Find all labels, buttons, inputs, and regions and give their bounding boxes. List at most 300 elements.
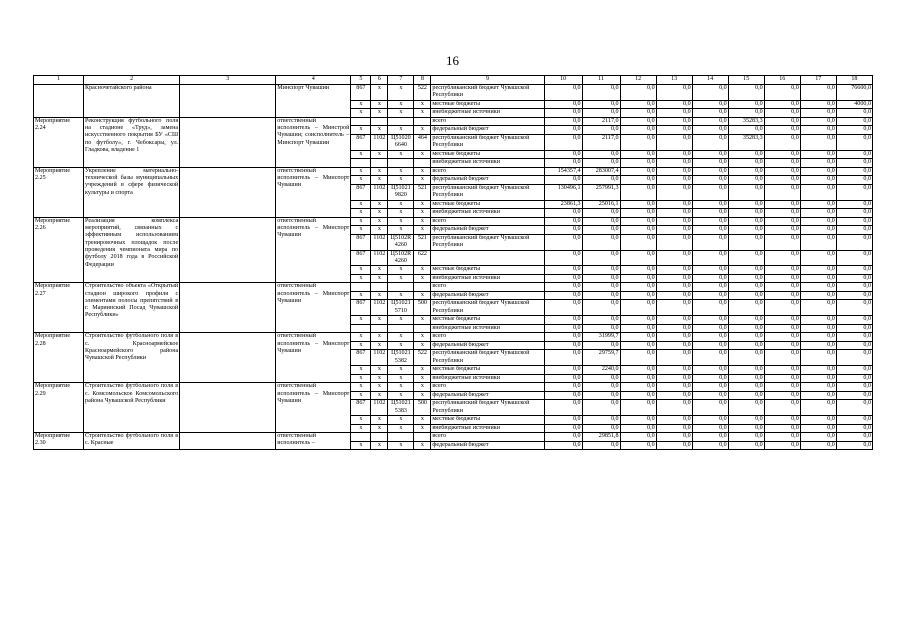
amount-cell: 0,0 [656,250,692,266]
amount-cell: 0,0 [692,291,728,300]
amount-cell: 0,0 [800,441,836,450]
expense-type-cell: x [414,374,431,383]
funding-source-cell: федеральный бюджет [431,291,544,300]
amount-cell: 0,0 [800,283,836,292]
event-number-cell: Мероприятие 2.29 [34,383,84,433]
amount-cell: 0,0 [544,274,582,283]
expense-type-cell: 622 [414,250,431,266]
amount-cell: 0,0 [544,341,582,350]
amount-cell: 0,0 [764,217,800,226]
header-row [34,76,873,85]
funding-source-cell: внебюджетные источники [431,209,544,218]
amount-cell: 0,0 [836,266,872,275]
grbs-code-cell: 867 [351,184,371,200]
amount-cell: 0,0 [656,100,692,109]
amount-cell: 0,0 [836,416,872,425]
target-code-cell: x [388,200,414,209]
amount-cell: 0,0 [800,100,836,109]
amount-cell: 0,0 [728,217,764,226]
target-code-cell: x [388,167,414,176]
amount-cell: 0,0 [800,291,836,300]
amount-cell: 0,0 [582,150,620,159]
amount-cell: 0,0 [692,383,728,392]
amount-cell: 0,0 [800,266,836,275]
amount-cell: 0,0 [800,126,836,135]
amount-cell: 0,0 [764,109,800,118]
amount-cell: 0,0 [728,424,764,433]
amount-cell: 0,0 [836,366,872,375]
target-code-cell: x [388,374,414,383]
responsible-cell: ответственный исполнитель – Минспорт Чувашии [276,217,351,283]
amount-cell: 0,0 [692,100,728,109]
amount-cell: 0,0 [764,234,800,250]
amount-cell: 2117,0 [582,134,620,150]
amount-cell: 0,0 [620,184,656,200]
amount-cell: 0,0 [620,266,656,275]
amount-cell: 0,0 [728,400,764,416]
grbs-code-cell: x [351,374,371,383]
amount-cell: 0,0 [764,117,800,126]
amount-cell: 0,0 [764,209,800,218]
grbs-code-cell [351,159,371,168]
amount-cell: 0,0 [836,333,872,342]
expense-type-cell: 464 [414,134,431,150]
amount-cell: 0,0 [692,117,728,126]
amount-cell: 0,0 [656,366,692,375]
amount-cell: 0,0 [836,109,872,118]
amount-cell: 0,0 [800,117,836,126]
section-code-cell: x [371,416,388,425]
amount-cell: 0,0 [800,109,836,118]
table-row [34,333,873,342]
header-cell: 11 [582,76,620,85]
amount-cell: 0,0 [656,117,692,126]
amount-cell: 0,0 [692,85,728,101]
event-title-cell: Строительство объекта «Открытый стадион широкого профиля с элементами полосы препятствий в г. Мариинский Посад Чувашской Республики» [84,283,180,333]
target-code-cell: x [388,274,414,283]
amount-cell: 0,0 [692,424,728,433]
amount-cell: 0,0 [764,134,800,150]
amount-cell: 0,0 [656,300,692,316]
amount-cell: 0,0 [544,441,582,450]
expense-type-cell: x [414,441,431,450]
section-code-cell: x [371,266,388,275]
amount-cell: 25016,1 [582,200,620,209]
section-code-cell: x [371,150,388,159]
amount-cell: 0,0 [656,266,692,275]
amount-cell: 0,0 [692,300,728,316]
amount-cell: 0,0 [836,391,872,400]
funding-source-cell: всего [431,333,544,342]
amount-cell: 0,0 [620,350,656,366]
amount-cell: 0,0 [728,341,764,350]
grbs-code-cell: 867 [351,300,371,316]
amount-cell: 0,0 [582,391,620,400]
expense-type-cell: x [414,100,431,109]
section-code-cell [371,324,388,333]
amount-cell: 0,0 [800,383,836,392]
expense-type-cell: x [414,333,431,342]
grbs-code-cell: x [351,217,371,226]
section-code-cell: x [371,424,388,433]
amount-cell: 0,0 [764,374,800,383]
grbs-code-cell: x [351,274,371,283]
amount-cell: 0,0 [620,274,656,283]
amount-cell: 0,0 [800,391,836,400]
amount-cell: 0,0 [836,324,872,333]
amount-cell: 0,0 [764,150,800,159]
grbs-code-cell: x [351,441,371,450]
target-code-cell [388,324,414,333]
amount-cell: 0,0 [656,209,692,218]
amount-cell: 0,0 [836,234,872,250]
event-title-cell: Строительство футбольного поля в с. Красноармейское Красноармейского района Чувашской Республики [84,333,180,383]
amount-cell: 0,0 [656,150,692,159]
target-code-cell: x [388,176,414,185]
expense-type-cell [414,283,431,292]
amount-cell: 0,0 [656,416,692,425]
funding-source-cell: федеральный бюджет [431,341,544,350]
amount-cell: 0,0 [728,333,764,342]
amount-cell: 0,0 [656,374,692,383]
responsible-cell: ответственный исполнитель – Минстрой Чувашии; соисполнитель – Минспорт Чувашии [276,117,351,167]
expense-type-cell: x [414,226,431,235]
expense-type-cell: x [414,126,431,135]
expense-type-cell: 521 [414,234,431,250]
budget-table [33,75,873,450]
amount-cell: 0,0 [582,324,620,333]
column-3-cell [180,217,276,283]
section-code-cell [371,433,388,442]
table-row [34,117,873,126]
section-code-cell: x [371,217,388,226]
amount-cell: 0,0 [692,274,728,283]
amount-cell: 0,0 [728,391,764,400]
amount-cell: 0,0 [582,374,620,383]
amount-cell: 0,0 [656,217,692,226]
column-3-cell [180,433,276,450]
amount-cell: 0,0 [728,300,764,316]
amount-cell: 0,0 [544,433,582,442]
header-cell: 16 [764,76,800,85]
amount-cell: 0,0 [620,159,656,168]
amount-cell: 0,0 [836,167,872,176]
amount-cell: 0,0 [764,400,800,416]
section-code-cell: 1102 [371,134,388,150]
amount-cell: 0,0 [544,333,582,342]
target-code-cell: x [388,441,414,450]
amount-cell: 0,0 [656,350,692,366]
section-code-cell: x [371,200,388,209]
amount-cell: 0,0 [800,234,836,250]
amount-cell: 0,0 [544,400,582,416]
amount-cell: 0,0 [728,167,764,176]
amount-cell: 0,0 [728,109,764,118]
amount-cell: 0,0 [620,167,656,176]
header-cell: 9 [431,76,544,85]
amount-cell: 0,0 [582,126,620,135]
amount-cell: 0,0 [800,274,836,283]
amount-cell: 0,0 [836,300,872,316]
amount-cell: 0,0 [836,441,872,450]
amount-cell: 0,0 [620,366,656,375]
amount-cell: 0,0 [692,184,728,200]
amount-cell: 0,0 [620,126,656,135]
amount-cell: 0,0 [656,200,692,209]
amount-cell: 0,0 [544,234,582,250]
amount-cell: 0,0 [620,134,656,150]
section-code-cell: x [371,109,388,118]
header-cell: 6 [371,76,388,85]
target-code-cell [388,117,414,126]
amount-cell: 0,0 [764,416,800,425]
amount-cell: 0,0 [656,109,692,118]
amount-cell: 0,0 [764,283,800,292]
grbs-code-cell: x [351,366,371,375]
amount-cell: 0,0 [544,300,582,316]
amount-cell: 0,0 [692,341,728,350]
amount-cell: 0,0 [800,159,836,168]
section-code-cell: 1102 [371,400,388,416]
amount-cell: 0,0 [656,167,692,176]
responsible-cell: ответственный исполнитель – Минспорт Чувашии [276,333,351,383]
amount-cell: 0,0 [582,416,620,425]
funding-source-cell: республиканский бюджет Чувашской Республики [431,300,544,316]
amount-cell: 0,0 [544,266,582,275]
amount-cell: 0,0 [764,126,800,135]
amount-cell: 0,0 [764,184,800,200]
amount-cell: 0,0 [544,424,582,433]
target-code-cell: x [388,226,414,235]
amount-cell: 0,0 [620,176,656,185]
grbs-code-cell: 867 [351,350,371,366]
amount-cell: 0,0 [728,316,764,325]
amount-cell: 0,0 [836,374,872,383]
event-number-cell: Мероприятие 2.27 [34,283,84,333]
amount-cell: 0,0 [620,374,656,383]
amount-cell: 0,0 [692,316,728,325]
amount-cell: 2117,0 [582,117,620,126]
expense-type-cell: x [414,176,431,185]
header-cell: 7 [388,76,414,85]
amount-cell: 0,0 [544,250,582,266]
amount-cell: 0,0 [620,150,656,159]
amount-cell: 0,0 [800,184,836,200]
target-code-cell: x [388,126,414,135]
grbs-code-cell: x [351,167,371,176]
section-code-cell: x [371,209,388,218]
amount-cell: 0,0 [728,184,764,200]
header-cell: 4 [276,76,351,85]
amount-cell: 0,0 [728,209,764,218]
amount-cell: 0,0 [836,400,872,416]
amount-cell: 0,0 [728,150,764,159]
grbs-code-cell: 867 [351,400,371,416]
amount-cell: 0,0 [620,316,656,325]
event-number-cell: Мероприятие 2.24 [34,117,84,167]
amount-cell: 0,0 [836,209,872,218]
amount-cell: 0,0 [692,324,728,333]
section-code-cell: x [371,274,388,283]
amount-cell: 0,0 [656,176,692,185]
section-code-cell: 1102 [371,184,388,200]
amount-cell: 0,0 [800,167,836,176]
amount-cell: 0,0 [800,200,836,209]
amount-cell: 0,0 [544,416,582,425]
grbs-code-cell: x [351,226,371,235]
grbs-code-cell: x [351,209,371,218]
expense-type-cell: x [414,200,431,209]
amount-cell: 0,0 [764,159,800,168]
amount-cell: 0,0 [836,200,872,209]
amount-cell: 0,0 [544,209,582,218]
amount-cell: 0,0 [728,266,764,275]
amount-cell: 0,0 [620,333,656,342]
amount-cell: 0,0 [800,300,836,316]
target-code-cell: x [388,150,414,159]
funding-source-cell: республиканский бюджет Чувашской Республики [431,85,544,101]
target-code-cell: x [388,341,414,350]
header-cell: 13 [656,76,692,85]
expense-type-cell: x [414,383,431,392]
target-code-cell: x [388,85,414,101]
grbs-code-cell: x [351,100,371,109]
amount-cell: 0,0 [764,300,800,316]
funding-source-cell: внебюджетные источники [431,374,544,383]
amount-cell: 0,0 [656,424,692,433]
header-cell: 15 [728,76,764,85]
amount-cell: 4000,0 [836,100,872,109]
amount-cell: 0,0 [764,441,800,450]
amount-cell: 0,0 [836,184,872,200]
amount-cell: 0,0 [692,416,728,425]
section-code-cell: x [371,366,388,375]
amount-cell: 0,0 [836,226,872,235]
target-code-cell: x [388,366,414,375]
grbs-code-cell: 867 [351,134,371,150]
section-code-cell: x [371,341,388,350]
amount-cell: 0,0 [656,433,692,442]
amount-cell: 0,0 [728,383,764,392]
funding-source-cell: внебюджетные источники [431,274,544,283]
responsible-cell: ответственный исполнитель – [276,433,351,450]
amount-cell: 0,0 [620,100,656,109]
amount-cell: 0,0 [728,226,764,235]
amount-cell: 0,0 [620,424,656,433]
funding-source-cell: федеральный бюджет [431,441,544,450]
responsible-cell: Минспорт Чувашии [276,85,351,118]
expense-type-cell: x [414,341,431,350]
responsible-cell: ответственный исполнитель – Минспорт Чувашии [276,167,351,217]
section-code-cell: x [371,100,388,109]
amount-cell: 23861,3 [544,200,582,209]
amount-cell: 0,0 [544,150,582,159]
event-number-cell [34,85,84,118]
amount-cell: 0,0 [692,159,728,168]
section-code-cell [371,117,388,126]
grbs-code-cell: x [351,291,371,300]
amount-cell: 0,0 [764,424,800,433]
section-code-cell: x [371,374,388,383]
amount-cell: 130496,1 [544,184,582,200]
amount-cell: 0,0 [764,167,800,176]
amount-cell: 0,0 [728,283,764,292]
target-code-cell: x [388,391,414,400]
amount-cell: 0,0 [692,150,728,159]
column-3-cell [180,167,276,217]
event-title-cell: Строительство футбольного поля в с. Красные [84,433,180,450]
section-code-cell: x [371,441,388,450]
header-cell: 17 [800,76,836,85]
grbs-code-cell [351,283,371,292]
grbs-code-cell: x [351,109,371,118]
grbs-code-cell: x [351,200,371,209]
amount-cell: 0,0 [800,217,836,226]
amount-cell: 0,0 [836,159,872,168]
amount-cell: 0,0 [620,300,656,316]
table-row [34,167,873,176]
amount-cell: 0,0 [656,291,692,300]
amount-cell: 0,0 [620,200,656,209]
amount-cell: 0,0 [800,416,836,425]
amount-cell: 0,0 [728,366,764,375]
amount-cell: 0,0 [728,234,764,250]
amount-cell: 0,0 [620,226,656,235]
amount-cell: 0,0 [764,291,800,300]
header-cell: 1 [34,76,84,85]
amount-cell: 0,0 [544,85,582,101]
section-code-cell: x [371,291,388,300]
section-code-cell [371,283,388,292]
funding-source-cell: местные бюджеты [431,200,544,209]
amount-cell: 0,0 [800,333,836,342]
column-3-cell [180,283,276,333]
amount-cell: 35283,3 [728,134,764,150]
responsible-cell: ответственный исполнитель – Минспорт Чувашии [276,383,351,433]
amount-cell: 0,0 [544,291,582,300]
column-3-cell [180,383,276,433]
amount-cell: 0,0 [620,416,656,425]
amount-cell: 0,0 [764,433,800,442]
amount-cell: 0,0 [692,126,728,135]
amount-cell: 0,0 [728,291,764,300]
amount-cell: 0,0 [764,250,800,266]
target-code-cell: x [388,333,414,342]
target-code-cell: Ц51021 5383 [388,400,414,416]
amount-cell: 0,0 [764,266,800,275]
target-code-cell [388,283,414,292]
funding-source-cell: внебюджетные источники [431,109,544,118]
grbs-code-cell [351,433,371,442]
amount-cell: 0,0 [656,316,692,325]
amount-cell: 0,0 [582,159,620,168]
amount-cell: 0,0 [836,383,872,392]
amount-cell: 0,0 [582,341,620,350]
amount-cell: 0,0 [800,350,836,366]
amount-cell: 0,0 [582,209,620,218]
amount-cell: 0,0 [728,274,764,283]
grbs-code-cell: x [351,333,371,342]
funding-source-cell: федеральный бюджет [431,126,544,135]
amount-cell: 0,0 [836,117,872,126]
amount-cell: 0,0 [692,250,728,266]
event-number-cell: Мероприятие 2.26 [34,217,84,283]
amount-cell: 0,0 [800,209,836,218]
amount-cell: 0,0 [544,391,582,400]
section-code-cell: 1102 [371,300,388,316]
amount-cell: 0,0 [692,176,728,185]
event-number-cell: Мероприятие 2.30 [34,433,84,450]
